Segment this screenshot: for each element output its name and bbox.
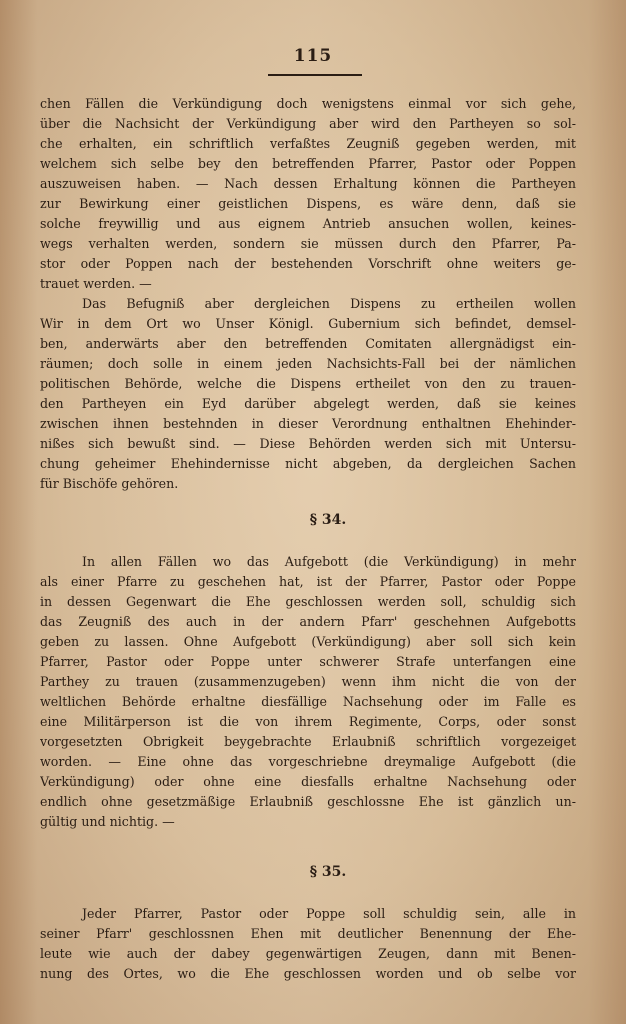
section-34 [40,510,576,832]
text-line: weltlichen Behörde erhaltne diesfällige Nachsehung oder im Falle es [40,694,576,709]
section-heading: § 34. [309,512,347,528]
header-rule [268,74,362,76]
text-line: den Partheyen ein Eyd darüber abgelegt werden, daß sie keines [40,396,576,411]
text-line: endlich ohne gesetzmäßige Erlaubniß geschlossne Ehe ist gänzlich un- [40,794,576,809]
text-line: Wir in dem Ort wo Unser Königl. Gubernium sich befindet, demsel- [40,316,576,331]
text-line: welchem sich selbe bey den betreffenden Pfarrer, Pastor oder Poppen [40,156,576,171]
text-line: zwischen ihnen bestehnden in dieser Verordnung enthaltnen Ehehinder- [40,416,576,431]
paragraph-continuation [40,94,576,294]
text-line: räumen; doch solle in einem jeden Nachsichts-Fall bei der nämlichen [40,356,576,371]
text-line: chen Fällen die Verkündigung doch wenigstens einmal vor sich gehe, [40,96,576,111]
text-line: als einer Pfarre zu geschehen hat, ist der Pfarrer, Pastor oder Poppe [40,574,576,589]
text-line: gültig und nichtig. — [40,814,175,829]
body-text [40,94,576,984]
text-line: trauet werden. — [40,276,152,291]
text-line: Parthey zu trauen (zusammenzugeben) wenn ihm nicht die von der [40,674,576,689]
text-line: Das Befugniß aber dergleichen Dispens zu ertheilen wollen [82,296,576,311]
text-line: in dessen Gegenwart die Ehe geschlossen werden soll, schuldig sich [40,594,576,609]
page-number: 115 [293,46,333,66]
text-line: über die Nachsicht der Verkündigung aber wird den Partheyen so sol- [40,116,576,131]
section-heading: § 35. [309,864,347,880]
text-line: eine Militärperson ist die von ihrem Regimente, Corps, oder sonst [40,714,576,729]
text-line: wegs verhalten werden, sondern sie müssen durch den Pfarrer, Pa- [40,236,576,251]
text-line: worden. — Eine ohne das vorgeschriebne dreymalige Aufgebott (die [40,754,576,769]
text-line: ben, anderwärts aber den betreffenden Comitaten allergnädigst ein- [40,336,576,351]
text-line: stor oder Poppen nach der bestehenden Vorschrift ohne weiters ge- [40,256,576,271]
text-line: geben zu lassen. Ohne Aufgebott (Verkündigung) aber soll sich kein [40,634,576,649]
section-35 [40,862,576,984]
text-line: zur Bewirkung einer geistlichen Dispens, es wäre denn, daß sie [40,196,576,211]
text-line: seiner Pfarr' geschlossnen Ehen mit deutlicher Benennung der Ehe- [40,926,576,941]
text-line: nißes sich bewußt sind. — Diese Behörden werden sich mit Untersu- [40,436,576,451]
text-line: Verkündigung) oder ohne eine diesfalls erhaltne Nachsehung oder [40,774,576,789]
text-line: politischen Behörde, welche die Dispens ertheilet von den zu trauen- [40,376,576,391]
paragraph-dispens [40,294,576,494]
text-line: Jeder Pfarrer, Pastor oder Poppe soll schuldig sein, alle in [82,906,576,921]
text-line: solche freywillig und aus eignem Antrieb ansuchen wollen, keines- [40,216,576,231]
text-line: In allen Fällen wo das Aufgebott (die Verkündigung) in mehr [82,554,576,569]
text-line: vorgesetzten Obrigkeit beygebrachte Erlaubniß schriftlich vorgezeiget [40,734,576,749]
text-line: leute wie auch der dabey gegenwärtigen Zeugen, dann mit Benen- [40,946,576,961]
text-line: das Zeugniß des auch in der andern Pfarr' geschehnen Aufgebotts [40,614,576,629]
text-line: auszuweisen haben. — Nach dessen Erhaltung können die Partheyen [40,176,576,191]
text-line: für Bischöfe gehören. [40,476,179,491]
text-line: Pfarrer, Pastor oder Poppe unter schwerer Strafe unterfangen eine [40,654,576,669]
text-line: che erhalten, ein schriftlich verfaßtes Zeugniß gegeben werden, mit [40,136,576,151]
text-line: chung geheimer Ehehindernisse nicht abgeben, da dergleichen Sachen [40,456,576,471]
text-line: nung des Ortes, wo die Ehe geschlossen worden und ob selbe vor [40,966,576,981]
